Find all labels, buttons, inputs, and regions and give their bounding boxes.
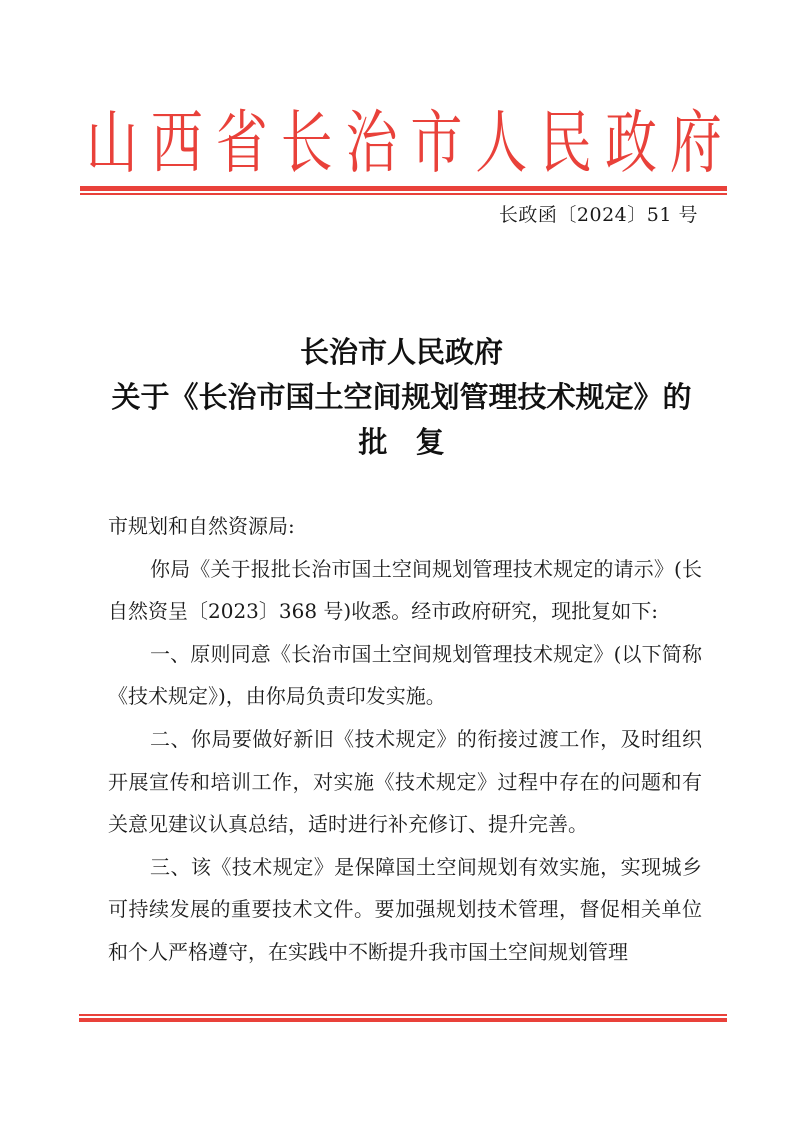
document-number: 长政函〔2024〕51 号 (498, 204, 698, 226)
title-line-2: 关于《长治市国土空间规划管理技术规定》的 (111, 380, 692, 414)
footer-rule-thin (79, 1014, 727, 1016)
body-paragraph: 三、该《技术规定》是保障国土空间规划有效实施，实现城乡可持续发展的重要技术文件。要加强规划技术管理，督促相关单位和个人严格遵守，在实践中不断提升我市国土空间规划管理 (108, 854, 702, 964)
masthead-title (80, 104, 728, 184)
masthead-char: 民 (540, 104, 593, 184)
document-title (100, 330, 703, 465)
body-paragraph: 一、原则同意《长治市国土空间规划管理技术规定》(以下简称《技术规定》)，由你局负责印发实施。 (108, 641, 702, 709)
masthead-char: 山 (85, 104, 138, 184)
body-paragraph: 你局《关于报批长治市国土空间规划管理技术规定的请示》(长自然资呈〔2023〕368 号)收悉。经市政府研究，现批复如下: (108, 556, 702, 624)
masthead-char: 府 (669, 104, 722, 184)
header-rule-thin (80, 193, 727, 195)
salutation: 市规划和自然资源局: (108, 514, 295, 538)
title-line-1: 长治市人民政府 (299, 335, 503, 369)
masthead-char: 西 (150, 104, 203, 184)
masthead-char: 省 (215, 104, 268, 184)
masthead-char: 治 (345, 104, 398, 184)
masthead-char: 长 (280, 104, 333, 184)
masthead-char: 人 (475, 104, 528, 184)
masthead-char: 市 (410, 104, 463, 184)
document-body (108, 505, 702, 974)
header-rule-thick (80, 186, 727, 191)
footer-rule-thick (79, 1018, 727, 1022)
masthead-char: 政 (604, 104, 657, 184)
title-line-3: 批复 (358, 425, 473, 459)
body-paragraph: 二、你局要做好新旧《技术规定》的衔接过渡工作，及时组织开展宣传和培训工作，对实施《技术规定》过程中存在的问题和有关意见建议认真总结，适时进行补充修订、提升完善。 (108, 726, 702, 837)
